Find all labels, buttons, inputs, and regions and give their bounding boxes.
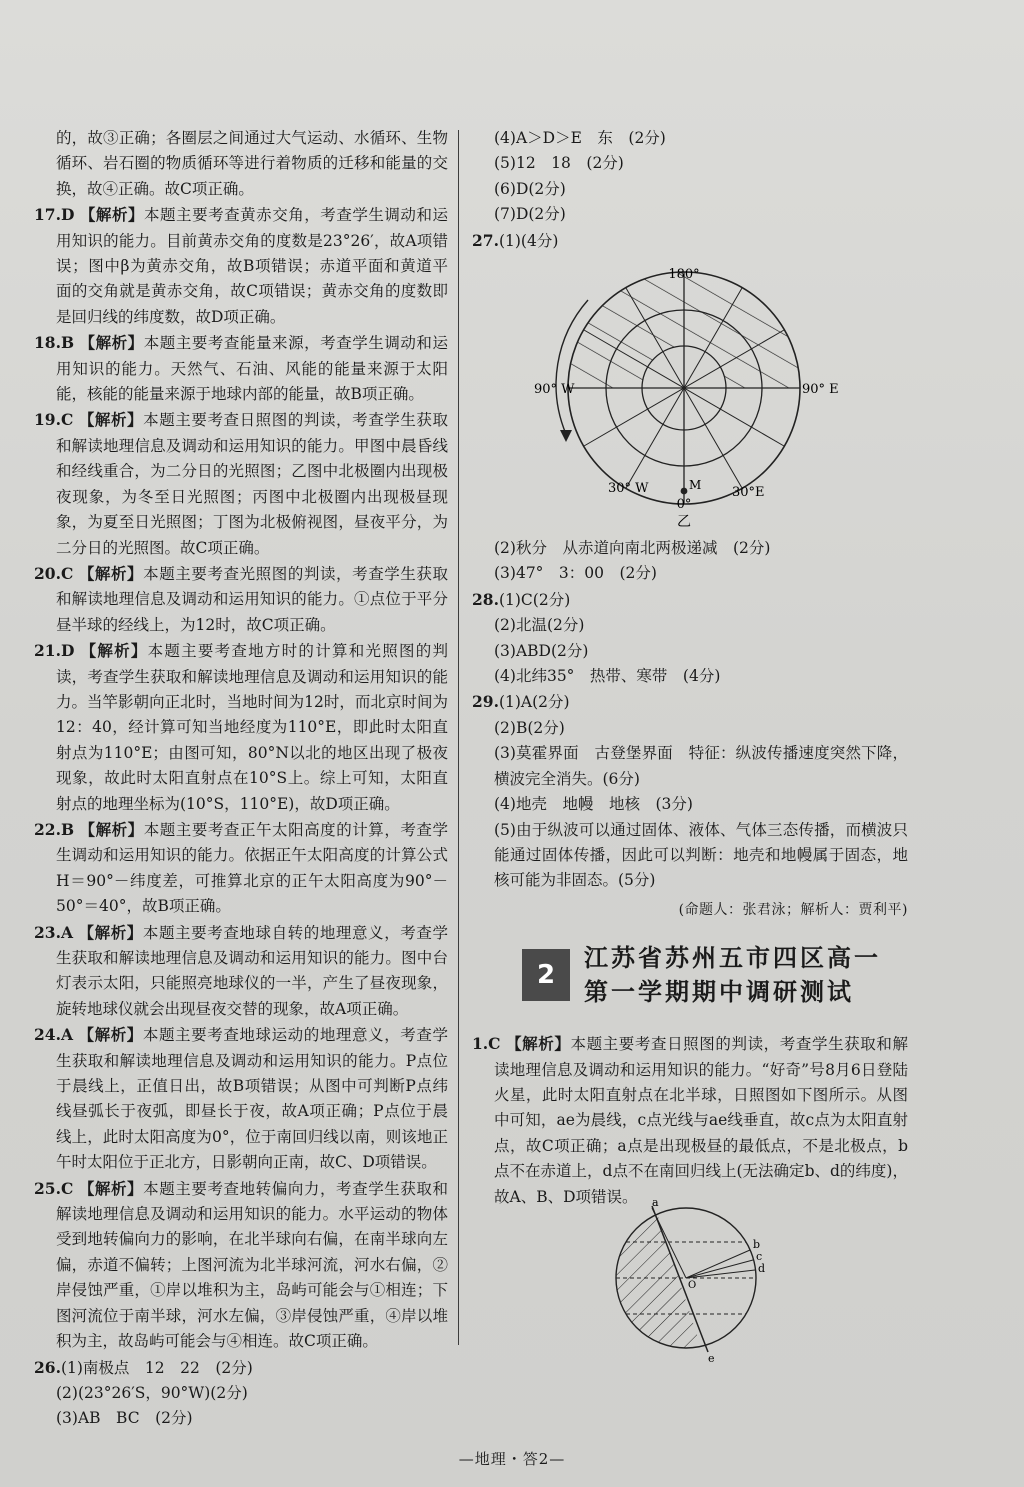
- answer-29-part2: (2)B(2分): [494, 718, 565, 737]
- left-column: [34, 126, 448, 1432]
- answer-28-part3: (3)ABD(2分): [494, 641, 589, 660]
- answer-27-part3: (3)47° 3：00 (2分): [494, 564, 657, 583]
- label-180: 180°: [668, 267, 700, 282]
- answer-number: 18.B: [34, 333, 75, 353]
- answer-29-part5: (5)由于纵波可以通过固体、液体、气体三态传播，而横波只能通过固体传播，因此可以判断：地壳和地幔属于固态，地核可能为非固态。(5分): [494, 820, 908, 890]
- answer-24: [34, 1022, 448, 1175]
- analysis-tag: 【解析】: [506, 1034, 571, 1054]
- section-number-badge: 2: [522, 949, 570, 1001]
- page-footer: —地理・答2—: [458, 1450, 566, 1468]
- analysis-tag: 【解析】: [78, 922, 143, 942]
- answer-text: 本题主要考查日照图的判读，考查学生获取和解读地理信息及调动和运用知识的能力。“好奇”号8月6日登陆火星，此时太阳直射点在北半球，日照图如下图所示。从图中可知，ae为晨线，c点光线与ae线垂直，故c点为太阳直射点，故C项正确；a点是出现极昼的最低点，不是北极点，b点不在赤道上，d点不在南回归线上(无法确定b、d的纬度)，故A、B、D项错误。: [494, 1035, 908, 1206]
- answer-22: [34, 817, 448, 920]
- label-e: e: [708, 1352, 715, 1365]
- label-30w: 30° W: [608, 481, 649, 496]
- answer-number: 25.C: [34, 1178, 74, 1198]
- answer-26-part7: (7)D(2分): [494, 205, 566, 224]
- answer-28-part4: (4)北纬35° 热带、寒带 (4分): [494, 667, 721, 686]
- answer-number: 17.D: [34, 205, 75, 225]
- answer-28-part2: (2)北温(2分): [494, 616, 585, 635]
- label-c: c: [756, 1250, 763, 1263]
- answer-line: (1)C(2分): [498, 590, 571, 609]
- analysis-tag: 【解析】: [78, 563, 144, 583]
- polar-sunlight-diagram: [526, 262, 846, 532]
- analysis-tag: 【解析】: [78, 1178, 144, 1198]
- mars-sunlight-diagram: [600, 1198, 780, 1368]
- label-b: b: [753, 1238, 761, 1251]
- answer-23: [34, 920, 448, 1023]
- answer-number: 29.: [472, 692, 499, 712]
- answer-number: 23.A: [34, 922, 73, 942]
- section-title: 江苏省苏州五市四区高一第一学期期中调研测试: [584, 944, 881, 1007]
- answer-26-part6: (6)D(2分): [494, 179, 566, 198]
- answer-26-part4: (4)A＞D＞E 东 (2分): [494, 129, 666, 147]
- answer-text: 本题主要考查地球运动的地理意义，考查学生获取和解读地理信息及调动和运用知识的能力。P点位于晨线上，正值日出，故B项错误；从图中可判断P点纬线昼弧长于夜弧，即昼长于夜，故A项正确；P点位于晨线上，此时太阳高度为0°，位于南回归线以南，则该地正午时太阳位于正北方，日影朝向正南，故C、D项错误。: [56, 1026, 448, 1172]
- label-m: M: [689, 478, 702, 492]
- label-d: d: [758, 1262, 766, 1275]
- answer-number: 26.: [34, 1357, 61, 1377]
- answer-25: [34, 1176, 448, 1355]
- answer-text: 本题主要考查黄赤交角，考查学生调动和运用知识的能力。目前黄赤交角的度数是23°26′，故A项错误；图中β为黄赤交角，故B项错误；赤道平面和黄道平面的交角就是黄赤交角，故C项错误；黄赤交角的度数即是回归线的纬度数，故D项正确。: [56, 206, 448, 326]
- analysis-tag: 【解析】: [78, 410, 144, 430]
- analysis-tag: 【解析】: [79, 205, 144, 225]
- analysis-tag: 【解析】: [80, 641, 148, 661]
- analysis-tag: 【解析】: [79, 333, 144, 353]
- answer-17: [34, 202, 448, 330]
- answer-number: 1.C: [472, 1034, 501, 1054]
- answer-text: 本题主要考查光照图的判读，考查学生获取和解读地理信息及调动和运用知识的能力。①点位于平分昼半球的经线上，为12时，故C项正确。: [56, 564, 448, 634]
- answer-19: [34, 407, 448, 560]
- answer-text: 本题主要考查日照图的判读，考查学生获取和解读地理信息及调动和运用知识的能力。甲图中晨昏线和经线重合，为二分日的光照图；乙图中北极圈内出现极夜现象，为冬至日光照图；丙图中北极圈内出现极昼现象，为夏至日光照图；丁图为北极俯视图，昼夜平分，为二分日的光照图。故C项正确。: [56, 411, 448, 557]
- label-0: 0°: [676, 497, 692, 512]
- answer-number: 28.: [472, 589, 499, 609]
- answer-27: [472, 228, 908, 254]
- answer-number: 21.D: [34, 641, 75, 661]
- answer-29: [472, 689, 908, 715]
- section-header: [472, 941, 908, 1015]
- analysis-tag: 【解析】: [78, 1025, 143, 1045]
- label-90w: 90° W: [534, 382, 575, 397]
- point-m-dot: [681, 488, 688, 495]
- answer-line: (1)(4分): [498, 231, 559, 250]
- author-credit: (命题人：张君泳；解析人：贾利平): [678, 901, 908, 918]
- answer-number: 27.: [472, 230, 499, 250]
- answer-29-part3: (3)莫霍界面 古登堡界面 特征：纵波传播速度突然下降，横波完全消失。(6分): [494, 744, 908, 788]
- answer-text: 本题主要考查能量来源，考查学生调动和运用知识的能力。天然气、石油、风能的能量来源于太阳能，核能的能量来源于地球内部的能量，故B项正确。: [56, 334, 448, 404]
- label-90e: 90° E: [802, 382, 839, 397]
- diagram-name: 乙: [677, 514, 691, 530]
- answer-text: 本题主要考查地转偏向力，考查学生获取和解读地理信息及调动和运用知识的能力。水平运动的物体受到地转偏向力的影响，在北半球向右偏，在南半球向左偏，赤道不偏转；上图河流为北半球河流，河水右偏，②岸侵蚀严重，①岸以堆积为主，岛屿可能会与①相连；下图河流位于南半球，河水左偏，③岸侵蚀严重，④岸以堆积为主，故岛屿可能会与④相连。故C项正确。: [56, 1179, 448, 1351]
- answer-number: 24.A: [34, 1025, 73, 1045]
- answer-text: 本题主要考查地方时的计算和光照图的判读，考查学生获取和解读地理信息及调动和运用知识的能力。当竿影朝向正北时，当地时间为12时，而北京时间为12：40，经计算可知当地经度为110°E，即此时太阳直射点为110°E；由图可知，80°N以北的地区出现了极夜现象，故此时太阳直射点在10°S上。综上可知，太阳直射点的地理坐标为(10°S，110°E)，故D项正确。: [56, 642, 448, 813]
- rotation-arrow-head: [560, 430, 572, 442]
- answer-28: [472, 587, 908, 613]
- answer-number: 22.B: [34, 819, 75, 839]
- answer-21: [34, 638, 448, 817]
- answer-29-part4: (4)地壳 地幔 地核 (3分): [494, 795, 693, 814]
- answer-line: (1)A(2分): [498, 693, 570, 712]
- answer-20: [34, 561, 448, 638]
- answer-number: 19.C: [34, 410, 74, 430]
- ray-c: [686, 1260, 753, 1278]
- answer-line: (1)南极点 12 22 (2分): [60, 1358, 253, 1377]
- answer-18: [34, 330, 448, 407]
- label-o: O: [688, 1280, 697, 1291]
- section2-answer-1: [472, 1031, 908, 1210]
- column-divider: [458, 130, 459, 1345]
- answer-26-part5: (5)12 18 (2分): [494, 154, 624, 173]
- answer-text: 本题主要考查地球自转的地理意义，考查学生获取和解读地理信息及调动和运用知识的能力。图中台灯表示太阳，只能照亮地球仪的一半，产生了昼夜现象，旋转地球仪就会出现昼夜交替的现象，故A项正确。: [56, 923, 448, 1018]
- answer-26-part2: (2)(23°26′S，90°W)(2分): [56, 1383, 248, 1402]
- answer-text: 本题主要考查正午太阳高度的计算，考查学生调动和运用知识的能力。依据正午太阳高度的计算公式H＝90°－纬度差，可推算北京的正午太阳高度为90°－50°＝40°，故B项正确。: [56, 820, 448, 916]
- label-30e: 30°E: [732, 485, 765, 500]
- answer-27-part2: (2)秋分 从赤道向南北两极递减 (2分): [494, 539, 771, 558]
- label-a: a: [652, 1198, 659, 1209]
- answer-number: 20.C: [34, 563, 74, 583]
- continued-answer-text: 的，故③正确；各圈层之间通过大气运动、水循环、生物循环、岩石圈的物质循环等进行着物质的迁移和能量的交换，故④正确。故C项正确。: [56, 129, 448, 198]
- answer-26: [34, 1355, 448, 1381]
- answer-26-part3: (3)AB BC (2分): [56, 1409, 193, 1428]
- analysis-tag: 【解析】: [79, 819, 144, 839]
